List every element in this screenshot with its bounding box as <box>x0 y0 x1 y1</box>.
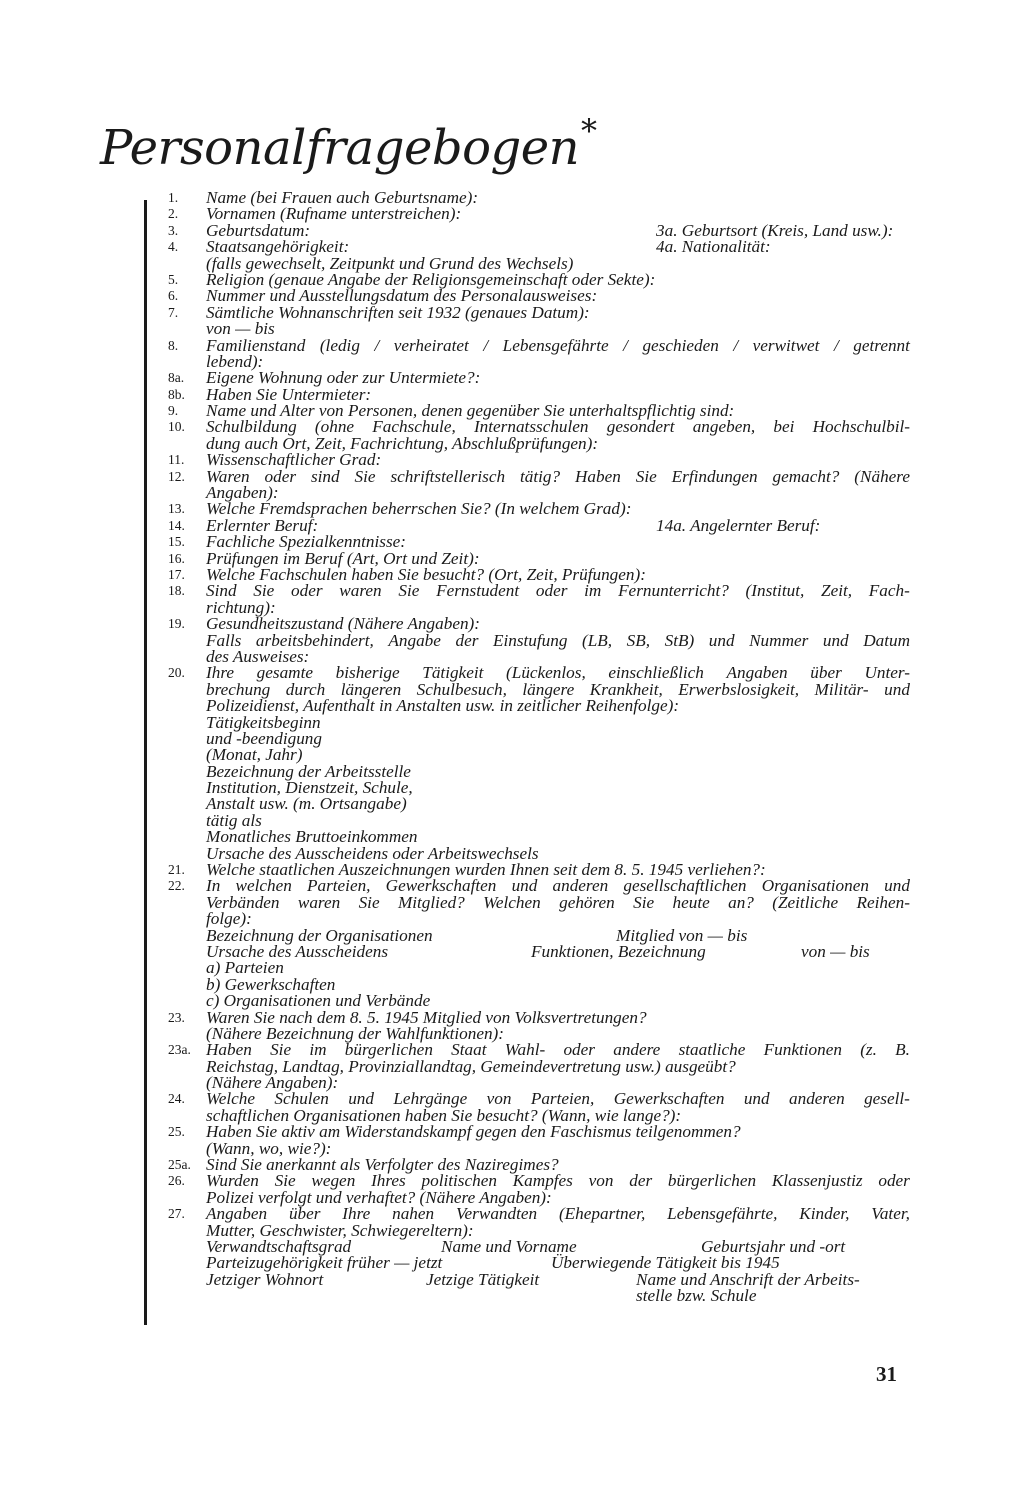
question-text: des Ausweises: <box>206 646 310 666</box>
question-text: Prüfungen im Beruf (Art, Ort und Zeit): <box>206 548 480 568</box>
question-text: Name (bei Frauen auch Geburtsname): <box>206 188 479 207</box>
question-word: Welche <box>206 1089 255 1109</box>
question-word: Lebensgefährte <box>502 335 609 355</box>
question-text: Religion (genaue Angabe der Religionsgemeinschaft oder Sekte): <box>206 269 656 289</box>
question-word: bisherige <box>335 663 400 683</box>
question-word: waren <box>339 581 382 601</box>
question-word: anderen <box>552 876 609 896</box>
question-text: schaftlichen Organisationen haben Sie besucht? (Wann, wie lange?): <box>206 1105 682 1125</box>
question-word: über <box>810 663 842 683</box>
question-text <box>206 583 910 599</box>
question-word: gesell- <box>864 1089 910 1109</box>
margin-rule <box>144 200 147 1325</box>
question-word: Staat <box>451 1040 487 1060</box>
question-second-column: 4a. Nationalität: <box>656 237 771 257</box>
question-text: Ursache des Ausscheidens <box>206 941 389 961</box>
question-number: 7. <box>168 304 179 320</box>
question-word: tätig? <box>519 466 561 486</box>
question-text: Parteizugehörigkeit früher — jetzt <box>206 1253 443 1273</box>
question-word: oder <box>563 1040 595 1060</box>
question-word: der <box>629 1171 653 1191</box>
question-word: von <box>486 1089 512 1109</box>
question-word: an? <box>728 892 754 912</box>
question-word: welchen <box>235 876 292 896</box>
question-line <box>168 1269 916 1289</box>
question-word: durch <box>285 679 326 699</box>
question-number: 25a. <box>168 1157 191 1173</box>
question-text <box>206 466 910 486</box>
question-number: 13. <box>168 501 185 517</box>
question-number: 19. <box>168 616 185 632</box>
question-word: Krankheit, <box>589 679 663 699</box>
question-line <box>168 583 916 599</box>
question-line <box>168 302 916 322</box>
question-number: 16. <box>168 550 185 566</box>
question-word: geschieden <box>642 335 719 355</box>
question-second-column: 14a. Angelernter Beruf: <box>656 515 821 535</box>
question-word: Verbänden <box>206 892 280 912</box>
question-word: Klassenjustiz <box>771 1171 863 1191</box>
question-word: Angaben <box>726 663 788 683</box>
question-word: Sie <box>270 1040 292 1060</box>
question-number: 14. <box>168 517 185 533</box>
question-word: B. <box>895 1040 910 1060</box>
question-word: Ihres <box>371 1171 406 1191</box>
question-text: Jetziger Wohnort <box>206 1269 324 1289</box>
question-text <box>206 335 910 355</box>
question-word: und <box>743 1089 770 1109</box>
question-word: Welchen <box>483 892 541 912</box>
question-word: Reihen- <box>856 892 910 912</box>
question-word: Ihre <box>206 663 234 683</box>
question-word: heute <box>672 892 710 912</box>
question-text: Sind Sie anerkannt als Verfolgter des Naziregimes? <box>206 1155 559 1175</box>
question-word: bürgerlichen <box>667 1171 757 1191</box>
question-number: 25. <box>168 1124 185 1140</box>
question-text: Polizei verfolgt und verhaftet? (Nähere Angaben): <box>206 1187 552 1207</box>
question-text: b) Gewerkschaften <box>206 974 336 994</box>
question-word: Zeit, <box>821 581 853 601</box>
question-word: Erfindungen <box>671 466 758 486</box>
question-word: Familienstand <box>206 335 306 355</box>
question-line <box>168 335 916 355</box>
question-line <box>168 1288 916 1304</box>
question-text: tätig als <box>206 810 262 830</box>
question-text: Welche Fremdsprachen beherrschen Sie? (In welchem Grad): <box>206 499 632 519</box>
question-third-column: Geburtsjahr und -ort <box>701 1237 846 1256</box>
question-word: Unter- <box>864 663 910 683</box>
question-word: StB) <box>664 630 695 650</box>
question-word: Hochschulbil- <box>812 417 910 437</box>
question-number: 22. <box>168 878 185 894</box>
question-word: Fernunterricht? <box>618 581 729 601</box>
question-number: 26. <box>168 1173 185 1189</box>
question-text: Mutter, Geschwister, Schwiegereltern): <box>206 1220 474 1240</box>
title-text: Personalfragebogen <box>100 120 580 176</box>
question-word: Vater, <box>871 1204 910 1224</box>
question-word: Schulbesuch, <box>416 679 507 699</box>
question-number: 15. <box>168 534 185 550</box>
question-word: (Lückenlos, <box>506 663 586 683</box>
question-number: 2. <box>168 206 179 222</box>
question-word: Tätigkeit <box>422 663 484 683</box>
question-text: Eigene Wohnung oder zur Untermiete?: <box>206 368 481 388</box>
question-text: Bezeichnung der Arbeitsstelle <box>206 761 411 781</box>
question-word: oder <box>264 466 297 486</box>
question-word: Funktionen <box>763 1040 842 1060</box>
question-word: gemacht? <box>772 466 840 486</box>
question-word: Militär- <box>814 679 869 699</box>
question-text: Staatsangehörigkeit: <box>206 237 350 257</box>
question-word: Wahl- <box>504 1040 546 1060</box>
questionnaire-list <box>168 190 916 1305</box>
question-word: Sie <box>398 581 420 601</box>
question-word: gesellschaftlichen <box>623 876 747 896</box>
question-word: Haben <box>206 1040 252 1060</box>
question-text: Nummer und Ausstellungsdatum des Personalausweises: <box>206 286 598 306</box>
question-text: von — bis <box>206 319 275 339</box>
question-text: Gesundheitszustand (Nähere Angaben): <box>206 614 481 634</box>
question-text: Sämtliche Wohnanschriften seit 1932 (genaues Datum): <box>206 302 590 322</box>
question-text: (Nähere Angaben): <box>206 1073 339 1093</box>
question-word: / <box>733 335 739 355</box>
question-word: Lebensgefährte, <box>667 1204 778 1224</box>
question-text: Waren Sie nach dem 8. 5. 1945 Mitglied von Volksvertretungen? <box>206 1007 647 1027</box>
question-word: im <box>584 581 602 601</box>
question-word: Parteien, <box>307 876 371 896</box>
question-text: Fachliche Spezialkenntnisse: <box>206 532 406 552</box>
question-number: 10. <box>168 419 185 435</box>
question-word: (LB, <box>582 630 613 650</box>
question-text: Welche staatlichen Auszeichnungen wurden Ihnen seit dem 8. 5. 1945 verliehen?: <box>206 860 766 880</box>
question-text: Welche Fachschulen haben Sie besucht? (Ort, Zeit, Prüfungen): <box>206 564 646 584</box>
question-second-column: 3a. Geburtsort (Kreis, Land usw.): <box>656 220 894 240</box>
question-text: Anstalt usw. (m. Ortsangabe) <box>206 794 407 814</box>
question-second-column: stelle bzw. Schule <box>636 1286 757 1306</box>
question-word: und <box>511 876 538 896</box>
question-word: sind <box>310 466 340 486</box>
page-title <box>100 112 597 176</box>
question-word: längere <box>522 679 575 699</box>
question-word: (Ehepartner, <box>558 1204 646 1224</box>
question-line <box>168 892 916 912</box>
question-text: Institution, Dienstzeit, Schule, <box>206 778 413 798</box>
question-word: und <box>708 630 735 650</box>
question-number: 12. <box>168 468 185 484</box>
question-word: über <box>288 1204 321 1224</box>
question-word: Datum <box>863 630 910 650</box>
question-text: Verwandtschaftsgrad <box>206 1237 352 1256</box>
question-number: 8b. <box>168 386 185 402</box>
question-text: Geburtsdatum: <box>206 220 311 240</box>
question-number: 18. <box>168 583 185 599</box>
question-word: verwitwet <box>752 335 820 355</box>
question-word: Nummer <box>749 630 809 650</box>
question-word: Sie <box>354 466 376 486</box>
question-word: Organisationen <box>761 876 869 896</box>
question-word: Lehrgänge <box>393 1089 468 1109</box>
question-text: Angaben): <box>206 483 279 503</box>
question-word: Schulbildung <box>206 417 297 437</box>
question-number: 4. <box>168 239 179 255</box>
question-word: Sie <box>633 892 655 912</box>
question-third-column: Name und Anschrift der Arbeits- <box>636 1269 860 1289</box>
question-word: und <box>884 876 910 896</box>
question-text: Reichstag, Landtag, Provinziallandtag, Gemeindevertretung usw.) ausgeübt? <box>206 1056 736 1076</box>
question-word: Sie <box>635 466 657 486</box>
question-text: (Monat, Jahr) <box>206 745 303 765</box>
question-word: Fach- <box>868 581 910 601</box>
question-word: wegen <box>311 1171 356 1191</box>
question-word: Mitglied? <box>397 892 465 912</box>
question-number: 6. <box>168 288 179 304</box>
question-number: 5. <box>168 271 179 287</box>
question-word: (Institut, <box>745 581 805 601</box>
question-word: nahen <box>392 1204 435 1224</box>
question-text: (Wann, wo, wie?): <box>206 1138 332 1158</box>
question-word: Kampfes <box>512 1171 573 1191</box>
question-text: Haben Sie Untermieter: <box>206 384 372 404</box>
question-number: 8. <box>168 337 179 353</box>
question-word: politischen <box>421 1171 497 1191</box>
question-word: / <box>623 335 628 355</box>
question-text: Wissenschaftlicher Grad: <box>206 450 382 470</box>
question-word: / <box>374 335 380 355</box>
question-text: Haben Sie aktiv am Widerstandskampf gegen den Faschismus teilgenommen? <box>206 1122 741 1142</box>
question-word: oder <box>878 1171 910 1191</box>
question-number: 9. <box>168 403 179 419</box>
question-word: verheiratet <box>393 335 469 355</box>
question-text: (falls gewechselt, Zeitpunkt und Grund des Wechsels) <box>206 253 574 273</box>
question-word: Gewerkschaften <box>613 1089 725 1109</box>
question-text: Name und Alter von Personen, denen gegenüber Sie unterhaltspflichtig sind: <box>206 401 735 421</box>
question-word: Wurden <box>206 1171 259 1191</box>
question-word: gehören <box>559 892 615 912</box>
question-word: Erwerbslosigkeit, <box>678 679 800 699</box>
question-text: Ursache des Ausscheidens oder Arbeitswechsels <box>206 843 539 863</box>
title-footnote-mark: * <box>581 112 597 150</box>
question-word: oder <box>291 581 323 601</box>
question-word: bürgerlichen <box>344 1040 433 1060</box>
question-word: und <box>884 679 910 699</box>
question-word: anderen <box>789 1089 845 1109</box>
question-text: richtung): <box>206 597 276 617</box>
question-word: Internatsschulen <box>473 417 589 437</box>
question-text: Tätigkeitsbeginn <box>206 712 321 732</box>
question-line <box>168 466 916 486</box>
question-word: Schulen <box>274 1089 329 1109</box>
question-word: Sind <box>206 581 237 601</box>
question-word: gesamte <box>256 663 313 683</box>
question-word: / <box>833 335 839 355</box>
question-word: bei <box>773 417 795 437</box>
question-number: 11. <box>168 452 185 468</box>
question-word: Parteien, <box>530 1089 595 1109</box>
question-text <box>206 630 910 650</box>
question-text: Monatliches Bruttoeinkommen <box>206 827 418 847</box>
question-word: Kinder, <box>799 1204 850 1224</box>
question-number: 23. <box>168 1009 185 1025</box>
question-number: 17. <box>168 566 185 582</box>
question-text: Bezeichnung der Organisationen <box>206 925 433 945</box>
question-text: und -beendigung <box>206 728 322 748</box>
question-text: a) Parteien <box>206 958 284 978</box>
question-number: 3. <box>168 222 179 238</box>
page-number: 31 <box>876 1362 897 1386</box>
question-word: gesondert <box>606 417 675 437</box>
question-second-column: Mitglied von — bis <box>616 925 748 945</box>
question-word: Angaben <box>206 1204 268 1224</box>
question-word: im <box>309 1040 327 1060</box>
question-number: 8a. <box>168 370 185 386</box>
question-word: schriftstellerisch <box>390 466 506 486</box>
question-word: waren <box>297 892 341 912</box>
question-word: Gewerkschaften <box>385 876 497 896</box>
question-word: der <box>455 630 479 650</box>
question-word: und <box>348 1089 374 1109</box>
question-text <box>206 892 910 912</box>
question-number: 20. <box>168 665 185 681</box>
question-word: Angabe <box>388 630 441 650</box>
question-word: Verwandten <box>455 1204 538 1224</box>
question-text: c) Organisationen und Verbände <box>206 991 431 1011</box>
question-word: (ohne <box>314 417 355 437</box>
question-word: / <box>483 335 489 355</box>
question-word: längeren <box>340 679 402 699</box>
question-number: 21. <box>168 862 185 878</box>
question-word: In <box>206 876 221 896</box>
question-word: brechung <box>206 679 271 699</box>
question-second-column: Überwiegende Tätigkeit bis 1945 <box>551 1253 780 1273</box>
question-word: einschließlich <box>608 663 704 683</box>
question-word: Sie <box>274 1171 296 1191</box>
question-second-column: Jetzige Tätigkeit <box>426 1269 540 1289</box>
question-word: oder <box>535 581 568 601</box>
question-text: lebend): <box>206 351 264 371</box>
question-number: 27. <box>168 1206 185 1222</box>
question-text: folge): <box>206 909 252 929</box>
question-word: staatliche <box>678 1040 746 1060</box>
question-word: Fernstudent <box>436 581 520 601</box>
question-number: 23a. <box>168 1042 191 1058</box>
question-word: Falls <box>206 630 242 650</box>
question-second-column: Name und Vorname <box>441 1237 577 1256</box>
question-word: (Nähere <box>854 466 910 486</box>
question-word: Haben <box>575 466 621 486</box>
question-word: getrennt <box>853 335 910 355</box>
question-text: Vornamen (Rufname unterstreichen): <box>206 204 462 224</box>
question-word: (ledig <box>319 335 360 355</box>
question-second-column: Funktionen, Bezeichnung <box>531 941 706 961</box>
question-text: (Nähere Bezeichnung der Wahlfunktionen): <box>206 1023 505 1043</box>
question-text: Erlernter Beruf: <box>206 515 319 535</box>
question-word: (Zeitliche <box>772 892 839 912</box>
question-line <box>168 796 916 812</box>
question-word: Einstufung <box>492 630 568 650</box>
question-word: Sie <box>253 581 275 601</box>
question-word: und <box>822 630 849 650</box>
question-number: 24. <box>168 1091 185 1107</box>
question-number: 1. <box>168 190 179 205</box>
question-word: Fachschule, <box>372 417 456 437</box>
question-word: angeben, <box>692 417 756 437</box>
question-word: SB, <box>626 630 651 650</box>
question-word: (z. <box>860 1040 877 1060</box>
question-word: Ihre <box>342 1204 371 1224</box>
question-word: Waren <box>206 466 250 486</box>
question-word: von <box>588 1171 614 1191</box>
question-word: arbeitsbehindert, <box>255 630 374 650</box>
question-word: Sie <box>358 892 380 912</box>
question-text: dung auch Ort, Zeit, Fachrichtung, Abschlußprüfungen): <box>206 433 599 453</box>
question-word: andere <box>613 1040 661 1060</box>
question-third-column: von — bis <box>801 941 870 961</box>
question-text: Polizeidienst, Aufenthalt in Anstalten usw. in zeitlicher Reihenfolge): <box>206 696 680 716</box>
